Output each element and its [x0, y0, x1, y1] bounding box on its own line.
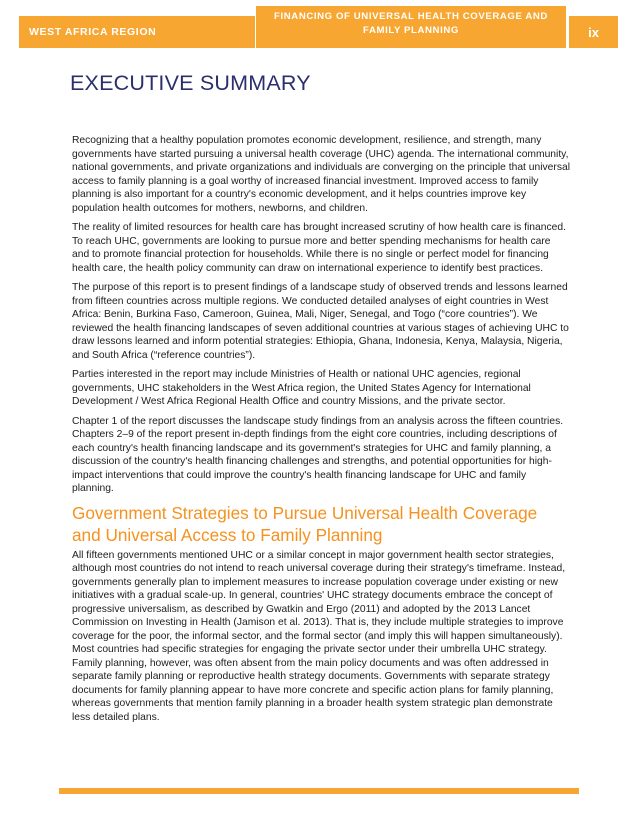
page-header — [0, 0, 638, 60]
document-title-line-1: FINANCING OF UNIVERSAL HEALTH COVERAGE AND — [274, 11, 548, 22]
paragraph: The reality of limited resources for health care has brought increased scrutiny of how health care is financed. To reach UHC, governments are looking to pursue more and better spending mechanisms for health care and to promote financial protection for households. While there is no single or perfect model for financing health care, the health policy community can draw on international experience to identify best practices. — [72, 222, 566, 274]
paragraph: Parties interested in the report may include Ministries of Health or national UHC agencies, regional governments, UHC stakeholders in the West Africa region, the United States Agency for International Development / West Africa Regional Health Office and country Missions, and the private sector. — [72, 369, 531, 407]
paragraph: Chapter 1 of the report discusses the landscape study findings from an analysis across the fifteen countries. Chapters 2–9 of the report present in-depth findings from the eight core countries, including descriptions of each country's health financing landscape and its government's strategies for UHC and family planning, a discussion of the country's health financing challenges and strengths, and potential opportunities for high-impact interventions that could improve the country's health financing landscape for UHC and family planning. — [72, 415, 564, 494]
page-number: ix — [569, 16, 618, 48]
section-title: EXECUTIVE SUMMARY — [70, 71, 311, 95]
footer-divider — [59, 788, 579, 794]
paragraph: The purpose of this report is to present findings of a landscape study of observed trends and lessons learned from fifteen countries across multiple regions. We conducted detailed analyses of eight countries in West Africa: Benin, Burkina Faso, Cameroon, Guinea, Mali, Niger, Senegal, and Togo (“core countries”). We reviewed the health financing landscapes of seven additional countries at various stages of achieving UHC to draw lessons learned and inform potential strategies: Ethiopia, Ghana, Indonesia, Kenya, Malaysia, Nigeria, and South Africa (“reference countries”). — [72, 282, 569, 361]
paragraph: All fifteen governments mentioned UHC or a similar concept in major government health sector strategies, although most countries do not intend to reach universal coverage during their strategy's timeframe. Instead, governments generally plan to implement measures to increase population coverage under existing or new initiatives with a gradual scale-up. In general, countries' UHC strategy documents embrace the concept of progressive universalism, as described by Gwatkin and Ergo (2011) and adopted by the 2013 Lancet Commission on Investing in Health (Jamison et al. 2013). That is, they include multiple strategies to improve coverage for the poor, the informal sector, and the formal sector (and imply this will happen simultaneously). Most countries had specific strategies for engaging the private sector under their umbrella UHC strategy. Family planning, however, was often absent from the main policy documents and was often addressed in separate family planning or reproductive health strategy documents. Governments with separate strategy documents for family planning appear to have more concrete and specific action plans for family planning, whereas governments that mention family planning in a broader health system strategic plan demonstrate less detailed plans. — [72, 549, 566, 723]
subsection-heading: Government Strategies to Pursue Universal Health Coverage and Universal Access to Family Planning — [72, 502, 538, 545]
document-title — [256, 6, 566, 48]
body-content — [72, 134, 570, 730]
region-label: WEST AFRICA REGION — [19, 16, 255, 48]
paragraph: Recognizing that a healthy population promotes economic development, resilience, and strength, many governments have started pursuing a universal health coverage (UHC) agenda. The international community, national governments, and private organizations and individuals are converging on the principle that universal access to family planning is a goal worthy of increased financial investment. Improved access to family planning is also important for a country's economic development, and it helps countries improve key population health outcomes for mothers, newborns, and children. — [72, 135, 570, 214]
document-title-line-2: FAMILY PLANNING — [363, 25, 459, 36]
